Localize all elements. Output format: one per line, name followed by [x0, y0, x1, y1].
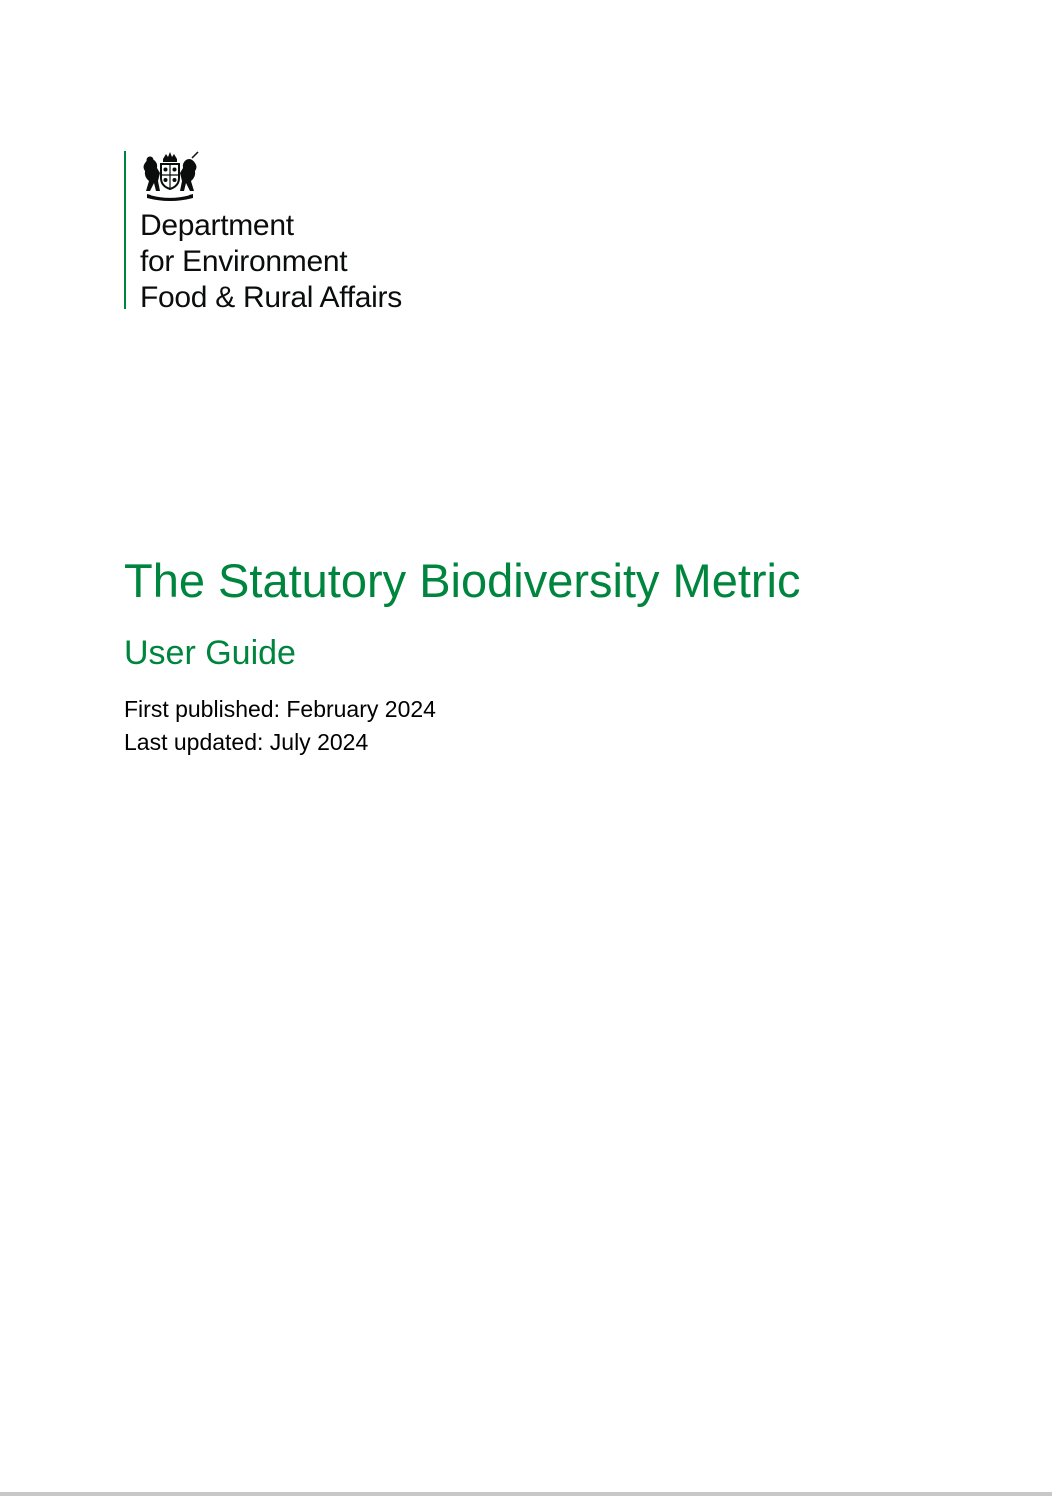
page-bottom-edge — [0, 1492, 1052, 1496]
organisation-name-line-1: Department — [140, 209, 294, 242]
department-logo — [124, 151, 402, 314]
royal-coat-of-arms-icon — [139, 151, 201, 201]
organisation-name-line-2: for Environment — [140, 245, 348, 278]
publication-dates — [124, 693, 436, 759]
organisation-name-line-3: Food & Rural Affairs — [140, 281, 402, 314]
first-published-date: First published: February 2024 — [124, 696, 436, 722]
document-subtitle: User Guide — [124, 634, 296, 672]
document-title: The Statutory Biodiversity Metric — [124, 554, 801, 607]
organisation-name — [140, 208, 460, 316]
last-updated-date: Last updated: July 2024 — [124, 729, 369, 755]
